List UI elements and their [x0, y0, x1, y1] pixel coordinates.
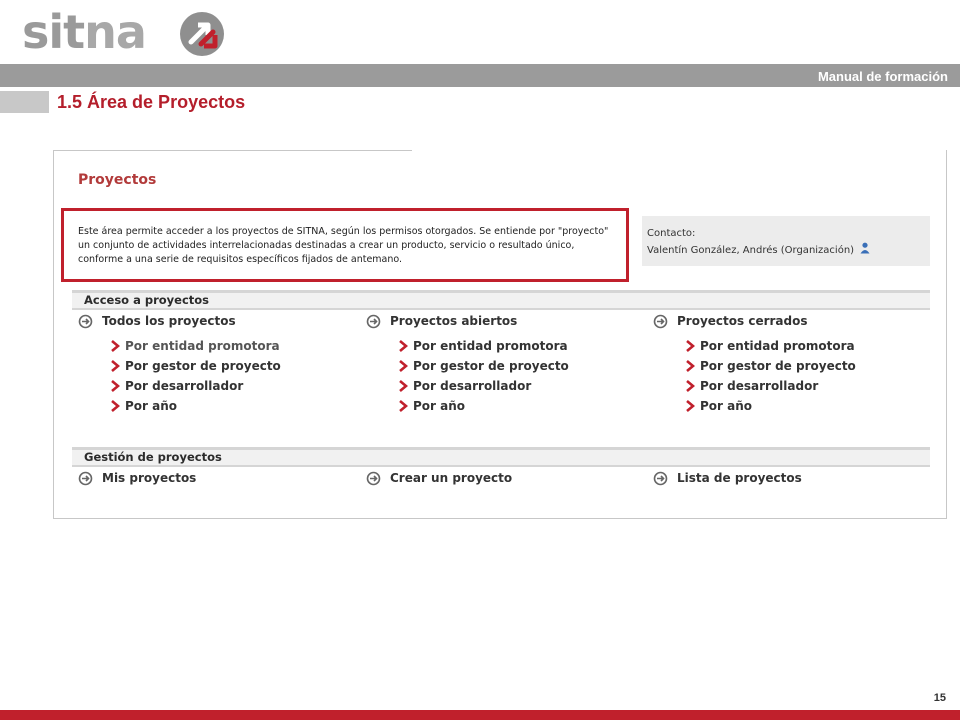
- contact-label: Contacto:: [647, 228, 696, 239]
- todos-gestor-link[interactable]: [110, 356, 281, 376]
- todos-proyectos-link[interactable]: [78, 312, 281, 330]
- todos-ano-link[interactable]: [110, 396, 281, 416]
- contact-name[interactable]: Valentín González, Andrés (Organización): [647, 245, 855, 256]
- chevron-right-icon: [685, 380, 695, 392]
- sitna-arrows-icon: [180, 12, 224, 56]
- circle-arrow-icon: [653, 471, 668, 486]
- cerrados-desarrollador-label: Por desarrollador: [700, 379, 819, 393]
- abiertos-ano-label: Por año: [413, 399, 466, 413]
- todos-entidad-label: Por entidad promotora: [125, 339, 280, 353]
- cerrados-entidad-label: Por entidad promotora: [700, 339, 855, 353]
- chevron-right-icon: [398, 340, 408, 352]
- circle-arrow-icon: [366, 314, 381, 329]
- abiertos-desarrollador-link[interactable]: [398, 376, 569, 396]
- chevron-right-icon: [685, 400, 695, 412]
- gestion-bar: [72, 447, 930, 467]
- abiertos-entidad-link[interactable]: [398, 336, 569, 356]
- chevron-right-icon: [398, 360, 408, 372]
- logo-wordmark: [22, 4, 146, 60]
- abiertos-gestor-link[interactable]: [398, 356, 569, 376]
- cerrados-ano-label: Por año: [700, 399, 753, 413]
- circle-arrow-icon: [653, 314, 668, 329]
- proyectos-cerrados-link[interactable]: [653, 312, 856, 330]
- proyectos-abiertos-link[interactable]: [366, 312, 569, 330]
- abiertos-entidad-label: Por entidad promotora: [413, 339, 568, 353]
- cerrados-entidad-link[interactable]: [685, 336, 856, 356]
- description-text: Este área permite acceder a los proyectos de SITNA, según los permisos otorgados. Se entiende por "proyecto" un conjunto de actividades interrelacionadas destinadas a crear un producto, servicio o resultado único, conforme a una serie de requisitos específicos fijados de antemano.: [78, 226, 609, 265]
- todos-proyectos-label: Todos los proyectos: [102, 314, 236, 328]
- contact-row: [647, 242, 930, 260]
- sitna-logo: [22, 5, 232, 59]
- chevron-right-icon: [110, 360, 120, 372]
- chevron-right-icon: [398, 380, 408, 392]
- circle-arrow-icon: [78, 471, 93, 486]
- abiertos-ano-link[interactable]: [398, 396, 569, 416]
- todos-entidad-link[interactable]: [110, 336, 281, 356]
- proyectos-abiertos-label: Proyectos abiertos: [390, 314, 518, 328]
- column-cerrados: [653, 312, 856, 416]
- mis-proyectos-link[interactable]: [78, 469, 196, 487]
- chevron-right-icon: [110, 380, 120, 392]
- crear-proyecto-link[interactable]: [366, 469, 512, 487]
- projects-screenshot: [53, 150, 947, 519]
- chevron-right-icon: [685, 340, 695, 352]
- todos-gestor-label: Por gestor de proyecto: [125, 359, 281, 373]
- circle-arrow-icon: [366, 471, 381, 486]
- gestion-mis: [78, 469, 196, 487]
- abiertos-sublist: [366, 336, 569, 416]
- todos-sublist: [78, 336, 281, 416]
- gestion-title: Gestión de proyectos: [84, 450, 222, 464]
- chevron-right-icon: [685, 360, 695, 372]
- cerrados-gestor-link[interactable]: [685, 356, 856, 376]
- gestion-crear: [366, 469, 512, 487]
- todos-desarrollador-label: Por desarrollador: [125, 379, 244, 393]
- section-marker: [0, 91, 49, 113]
- acceso-bar: [72, 290, 930, 310]
- chevron-right-icon: [110, 400, 120, 412]
- user-icon[interactable]: [860, 242, 870, 260]
- cerrados-ano-link[interactable]: [685, 396, 856, 416]
- lista-proyectos-label: Lista de proyectos: [677, 471, 802, 485]
- proyectos-cerrados-label: Proyectos cerrados: [677, 314, 808, 328]
- column-todos: [78, 312, 281, 416]
- todos-ano-label: Por año: [125, 399, 178, 413]
- cerrados-gestor-label: Por gestor de proyecto: [700, 359, 856, 373]
- chevron-right-icon: [398, 400, 408, 412]
- manual-label: Manual de formación: [817, 69, 948, 84]
- projects-page-title: Proyectos: [78, 172, 157, 188]
- crear-proyecto-label: Crear un proyecto: [390, 471, 513, 485]
- footer-band: [0, 710, 960, 720]
- logo-text-sit: sit: [22, 5, 85, 59]
- abiertos-desarrollador-label: Por desarrollador: [413, 379, 532, 393]
- column-abiertos: [366, 312, 569, 416]
- section-title: 1.5 Área de Proyectos: [57, 92, 246, 112]
- header-band: [0, 64, 960, 87]
- gestion-lista: [653, 469, 802, 487]
- cerrados-desarrollador-link[interactable]: [685, 376, 856, 396]
- mis-proyectos-label: Mis proyectos: [102, 471, 197, 485]
- cerrados-sublist: [653, 336, 856, 416]
- circle-arrow-icon: [78, 314, 93, 329]
- logo-text-na: na: [84, 5, 146, 59]
- screenshot-top-border: [54, 150, 412, 151]
- acceso-title: Acceso a proyectos: [84, 293, 210, 307]
- description-highlight: [61, 208, 629, 282]
- chevron-right-icon: [110, 340, 120, 352]
- lista-proyectos-link[interactable]: [653, 469, 802, 487]
- contact-panel: [642, 216, 930, 266]
- abiertos-gestor-label: Por gestor de proyecto: [413, 359, 569, 373]
- page-number: 15: [933, 692, 946, 704]
- todos-desarrollador-link[interactable]: [110, 376, 281, 396]
